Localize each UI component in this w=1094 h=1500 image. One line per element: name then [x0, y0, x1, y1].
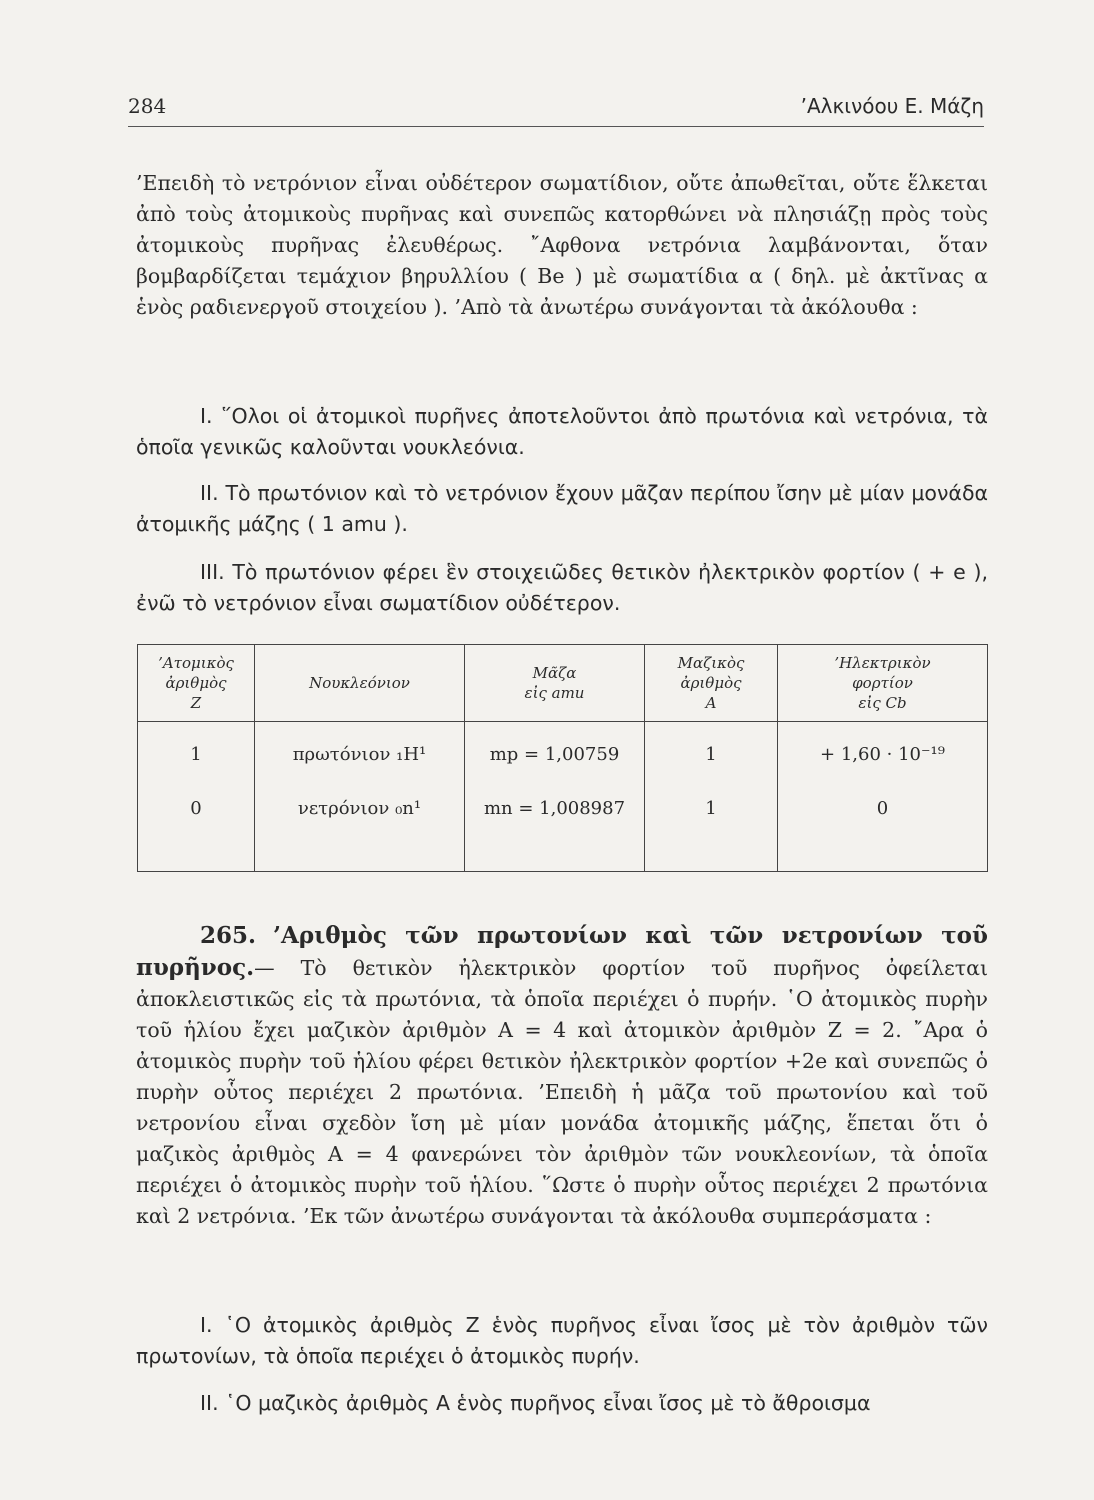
table-row: [138, 722, 988, 798]
cell-mass: mn = 1,008987: [465, 798, 645, 872]
nucleon-table: [137, 644, 988, 872]
cell-a: 1: [645, 798, 778, 872]
header-mass: Μᾶζα εἰς amu: [465, 645, 645, 722]
table-row: [138, 798, 988, 872]
section-title: ’Αριθμὸς τῶν πρωτονίων καὶ τῶν νετρονίων τοῦ πυρῆνος.: [136, 922, 988, 981]
cell-nucleon: πρωτόνιον ₁H¹: [255, 722, 465, 798]
page-number: 284: [128, 94, 167, 118]
cell-z: 1: [138, 722, 255, 798]
table-header-row: [138, 645, 988, 722]
header-atomic-number: ’Ατομικὸς ἀριθμὸς Z: [138, 645, 255, 722]
cell-nucleon: νετρόνιον ₀n¹: [255, 798, 465, 872]
statement-3: III. Τὸ πρωτόνιον φέρει ἓν στοιχειῶδες θετικὸν ἠλεκτρικὸν φορτίον ( + e ), ἐνῶ τὸ νετρόνιον εἶναι σωματίδιον οὐδέτερον.: [136, 560, 988, 615]
header-rule: [128, 126, 984, 127]
section-text: — Τὸ θετικὸν ἠλεκτρικὸν φορτίον τοῦ πυρῆνος ὀφείλεται ἀποκλειστικῶς εἰς τὰ πρωτόνια, τὰ ὁποῖα περιέχει ὁ πυρήν. ῾Ο ἀτομικὸς πυρὴν τοῦ ἡλίου ἔχει μαζικὸν ἀριθμὸν A = 4 καὶ ἀτομικὸν ἀριθμὸν Z = 2. ῎Αρα ὁ ἀτομικὸς πυρὴν τοῦ ἡλίου φέρει θετικὸν ἠλεκτρικὸν φορτίον +2e καὶ συνεπῶς ὁ πυρὴν οὗτος περιέχει 2 πρωτόνια. ’Επειδὴ ἡ μᾶζα τοῦ πρωτονίου καὶ τοῦ νετρονίου εἶναι σχεδὸν ἴση μὲ μίαν μονάδα ἀτομικῆς μάζης, ἕπεται ὅτι ὁ μαζικὸς ἀριθμὸς A = 4 φανερώνει τὸν ἀριθμὸν τῶν νουκλεονίων, τὰ ὁποῖα περιέχει ὁ ἀτομικὸς πυρὴν τοῦ ἡλίου. ῞Ωστε ὁ πυρὴν οὗτος περιέχει 2 πρωτόνια καὶ 2 νετρόνια. ’Εκ τῶν ἀνωτέρω συνάγονται τὰ ἀκόλουθα συμπεράσματα :: [136, 956, 988, 1228]
cell-z: 0: [138, 798, 255, 872]
statement-1: I. ῞Ολοι οἱ ἀτομικοὶ πυρῆνες ἀποτελοῦντοι ἀπὸ πρωτόνια καὶ νετρόνια, τὰ ὁποῖα γενικῶς καλοῦνται νουκλεόνια.: [136, 404, 988, 459]
statement-2: II. Τὸ πρωτόνιον καὶ τὸ νετρόνιον ἔχουν μᾶζαν περίπου ἴσην μὲ μίαν μονάδα ἀτομικῆς μάζης ( 1 amu ).: [136, 481, 988, 536]
intro-paragraph: ’Επειδὴ τὸ νετρόνιον εἶναι οὐδέτερον σωματίδιον, οὔτε ἀπωθεῖται, οὔτε ἕλκεται ἀπὸ τοὺς ἀτομικοὺς πυρῆνας καὶ συνεπῶς κατορθώνει νὰ πλησιάζῃ πρὸς τοὺς ἀτομικοὺς πυρῆνας ἐλευθέρως. ῎Αφθονα νετρόνια λαμβάνονται, ὅταν βομβαρδίζεται τεμάχιον βηρυλλίου ( Be ) μὲ σωματίδια α ( δηλ. μὲ ἀκτῖνας α ἑνὸς ραδιενεργοῦ στοιχείου ). ’Απὸ τὰ ἀνωτέρω συνάγονται τὰ ἀκόλουθα :: [136, 171, 988, 319]
page-header: [128, 94, 984, 128]
section-265: [136, 920, 988, 1232]
conclusion-2: II. ῾Ο μαζικὸς ἀριθμὸς A ἑνὸς πυρῆνος εἶναι ἴσος μὲ τὸ ἄθροισμα: [200, 1391, 871, 1415]
header-nucleon: Νουκλεόνιον: [255, 645, 465, 722]
header-charge: ’Ηλεκτρικὸν φορτίον εἰς Cb: [778, 645, 988, 722]
section-number: 265.: [200, 922, 257, 949]
cell-mass: mp = 1,00759: [465, 722, 645, 798]
cell-a: 1: [645, 722, 778, 798]
conclusion-1: I. ῾Ο ἀτομικὸς ἀριθμὸς Z ἑνὸς πυρῆνος εἶναι ἴσος μὲ τὸν ἀριθμὸν τῶν πρωτονίων, τὰ ὁποῖα περιέχει ὁ ἀτομικὸς πυρήν.: [136, 1313, 988, 1368]
running-title: ’Αλκινόου Ε. Μάζη: [800, 94, 984, 118]
cell-charge: 0: [778, 798, 988, 872]
cell-charge: + 1,60 · 10⁻¹⁹: [778, 722, 988, 798]
header-mass-number: Μαζικὸς ἀριθμὸς A: [645, 645, 778, 722]
